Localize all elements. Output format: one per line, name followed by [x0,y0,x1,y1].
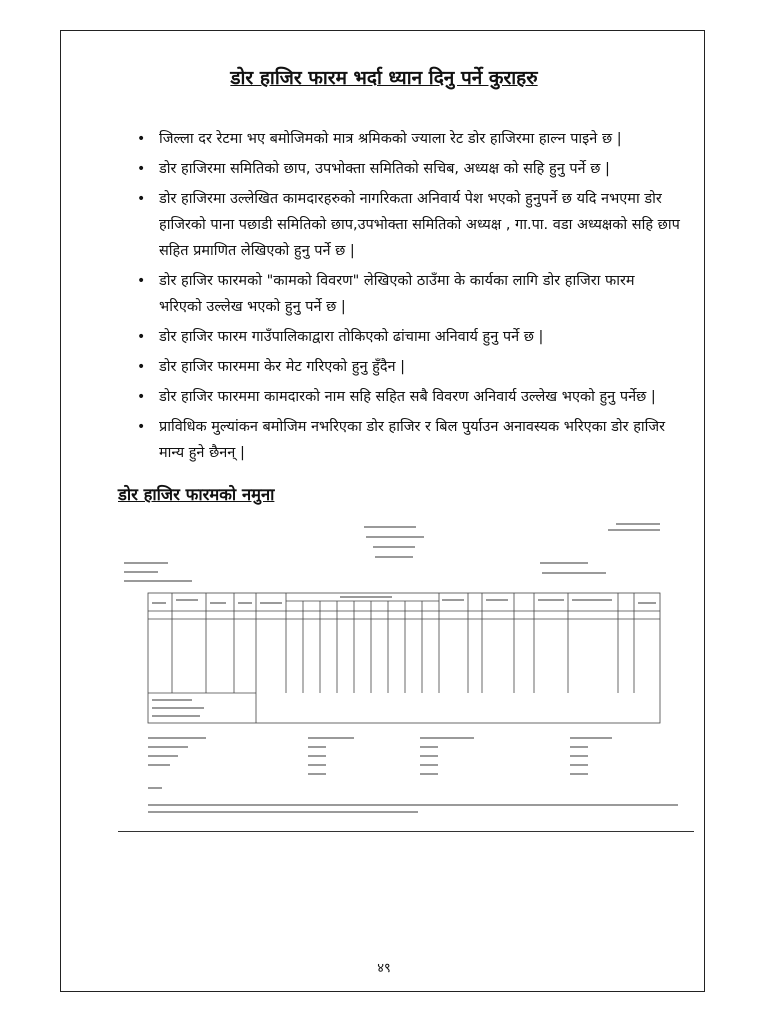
list-item [133,186,681,264]
list-item [133,156,681,182]
list-item [133,354,681,380]
list-item-text: डोर हाजिर फारम गाउँपालिकाद्वारा तोकिएको ढांचामा अनिवार्य हुनु पर्ने छ | [159,329,544,345]
guideline-list [133,126,681,470]
list-item-text: डोर हाजिरमा उल्लेखित कामदारहरुको नागरिकता अनिवार्य पेश भएको हुनुपर्ने छ यदि नभएमा डोर हाजिरको पाना पछाडी समितिको छाप,उपभोक्ता समितिको अध्यक्ष , गा.पा. वडा अध्यक्षको सहि छाप सहित प्रमाणित लेखिएको हुनु पर्ने छ | [159,191,680,259]
list-item-text: प्राविधिक मुल्यांकन बमोजिम नभरिएका डोर हाजिर र बिल पुर्याउन अनावस्यक भरिएका डोर हाजिर मान्य हुने छैनन् | [159,419,666,461]
bullet-icon: • [137,191,146,207]
sample-form-drawing [118,515,693,831]
bullet-icon: • [137,131,146,147]
bullet-icon: • [137,389,146,405]
list-item [133,126,681,152]
bullet-icon: • [137,359,146,375]
page-number: ४९ [377,961,391,976]
sample-form-heading: डोर हाजिर फारमको नमुना [118,485,275,504]
bullet-icon: • [137,273,146,289]
sample-form-image [118,515,693,831]
bullet-icon: • [137,161,146,177]
list-item [133,324,681,350]
list-item-text: जिल्ला दर रेटमा भए बमोजिमको मात्र श्रमिकको ज्याला रेट डोर हाजिरमा हाल्न पाइने छ | [159,131,622,147]
list-item [133,384,681,410]
list-item-text: डोर हाजिर फारमको "कामको विवरण" लेखिएको ठाउँमा के कार्यका लागि डोर हाजिरा फारम भरिएको उल्लेख भएको हुनु पर्ने छ | [159,273,635,315]
bullet-icon: • [137,329,146,345]
list-item [133,268,681,320]
list-item-text: डोर हाजिर फारममा केर मेट गरिएको हुनु हुँदैन | [159,359,406,375]
bullet-icon: • [137,419,146,435]
list-item [133,414,681,466]
list-item-text: डोर हाजिरमा समितिको छाप, उपभोक्ता समितिको सचिब, अध्यक्ष को सहि हुनु पर्ने छ | [159,161,610,177]
list-item-text: डोर हाजिर फारममा कामदारको नाम सहि सहित सबै विवरण अनिवार्य उल्लेख भएको हुनु पर्नेछ | [159,389,656,405]
section-divider [118,831,694,832]
page-title: डोर हाजिर फारम भर्दा ध्यान दिनु पर्ने कुराहरु [230,67,538,89]
